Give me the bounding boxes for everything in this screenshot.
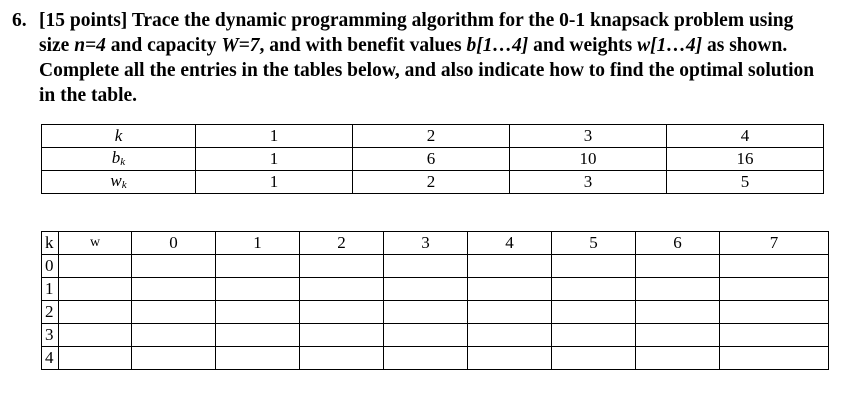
dp-cell[interactable] <box>132 278 216 301</box>
question-number: 6. <box>12 10 27 31</box>
dp-row <box>42 278 829 301</box>
dp-header-row <box>42 232 829 255</box>
params-cell: 2 <box>353 171 510 194</box>
dp-cell[interactable] <box>132 255 216 278</box>
dp-cell[interactable] <box>300 347 384 370</box>
dp-k-label: 3 <box>42 324 59 347</box>
dp-cell[interactable] <box>384 347 468 370</box>
params-row-label <box>42 125 196 148</box>
dp-cell[interactable] <box>720 255 829 278</box>
dp-cell[interactable] <box>216 255 300 278</box>
dp-cell[interactable] <box>636 255 720 278</box>
dp-cell[interactable] <box>552 324 636 347</box>
dp-cell[interactable] <box>59 278 132 301</box>
params-row-label <box>42 148 196 171</box>
params-cell: 1 <box>196 171 353 194</box>
dp-cell[interactable] <box>300 301 384 324</box>
dp-w-header: 6 <box>636 232 720 255</box>
dp-k-label: 4 <box>42 347 59 370</box>
dp-table <box>41 231 829 370</box>
question-line-1 <box>39 8 837 33</box>
dp-cell[interactable] <box>384 278 468 301</box>
dp-cell[interactable] <box>720 301 829 324</box>
dp-cell[interactable] <box>468 347 552 370</box>
dp-cell[interactable] <box>216 324 300 347</box>
params-row <box>42 125 824 148</box>
dp-cell[interactable] <box>59 301 132 324</box>
params-label-subscript: k <box>121 179 127 191</box>
dp-cell[interactable] <box>132 301 216 324</box>
dp-cell[interactable] <box>552 301 636 324</box>
dp-cell[interactable] <box>300 324 384 347</box>
params-cell: 3 <box>510 125 667 148</box>
dp-cell[interactable] <box>468 278 552 301</box>
params-cell: 4 <box>667 125 824 148</box>
q2-size-n: n=4 <box>74 35 106 56</box>
q2-text-a: size <box>39 35 75 56</box>
dp-w-header: 0 <box>132 232 216 255</box>
dp-cell[interactable] <box>384 255 468 278</box>
dp-w-header: 2 <box>300 232 384 255</box>
dp-cell[interactable] <box>384 301 468 324</box>
question-body <box>39 8 837 108</box>
dp-k-label: 2 <box>42 301 59 324</box>
params-label-text: b <box>111 148 121 167</box>
dp-cell[interactable] <box>552 278 636 301</box>
dp-row <box>42 301 829 324</box>
dp-cell[interactable] <box>720 347 829 370</box>
params-cell: 6 <box>353 148 510 171</box>
question-line-1-text: [15 points] Trace the dynamic programming algorithm for the 0-1 knapsack problem using <box>39 10 794 31</box>
dp-w-header: 5 <box>552 232 636 255</box>
dp-cell[interactable] <box>720 324 829 347</box>
params-cell: 10 <box>510 148 667 171</box>
dp-cell[interactable] <box>132 347 216 370</box>
dp-cell[interactable] <box>552 255 636 278</box>
question-line-3-text: Complete all the entries in the tables below, and also indicate how to find the optimal solution <box>39 60 815 81</box>
params-cell: 16 <box>667 148 824 171</box>
dp-cell[interactable] <box>216 347 300 370</box>
dp-cell[interactable] <box>636 301 720 324</box>
dp-cell[interactable] <box>59 255 132 278</box>
params-cell: 1 <box>196 148 353 171</box>
dp-cell[interactable] <box>636 324 720 347</box>
q2-capacity-w: W=7 <box>221 35 260 56</box>
dp-cell[interactable] <box>59 347 132 370</box>
dp-row <box>42 255 829 278</box>
dp-row <box>42 347 829 370</box>
dp-cell[interactable] <box>216 278 300 301</box>
parameters-table <box>41 124 824 194</box>
dp-w-header: 3 <box>384 232 468 255</box>
params-cell: 1 <box>196 125 353 148</box>
q2-text-i: as shown. <box>702 35 788 56</box>
q2-text-c: and capacity <box>105 35 222 56</box>
params-row-label <box>42 171 196 194</box>
params-label-text: w <box>110 171 122 190</box>
dp-cell[interactable] <box>468 324 552 347</box>
dp-cell[interactable] <box>636 278 720 301</box>
dp-row <box>42 324 829 347</box>
params-label-text: k <box>114 126 123 145</box>
params-row <box>42 148 824 171</box>
q2-weights: w[1…4] <box>637 35 703 56</box>
q2-benefits: b[1…4] <box>466 35 529 56</box>
dp-w-header: 7 <box>720 232 829 255</box>
dp-cell[interactable] <box>468 301 552 324</box>
question-line-3 <box>39 58 837 83</box>
params-cell: 2 <box>353 125 510 148</box>
dp-cell[interactable] <box>216 301 300 324</box>
params-row <box>42 171 824 194</box>
dp-k-label: 1 <box>42 278 59 301</box>
dp-w-header: 4 <box>468 232 552 255</box>
dp-cell[interactable] <box>59 324 132 347</box>
question-line-4 <box>39 83 837 108</box>
q2-text-e: , and with benefit values <box>259 35 467 56</box>
params-cell: 3 <box>510 171 667 194</box>
dp-cell[interactable] <box>132 324 216 347</box>
params-cell: 5 <box>667 171 824 194</box>
dp-corner-k: k <box>42 232 59 255</box>
dp-w-header: 1 <box>216 232 300 255</box>
dp-cell[interactable] <box>300 278 384 301</box>
params-label-subscript: k <box>120 156 126 168</box>
dp-corner-w: w <box>59 232 132 255</box>
dp-cell[interactable] <box>720 278 829 301</box>
dp-k-label: 0 <box>42 255 59 278</box>
dp-cell[interactable] <box>552 347 636 370</box>
dp-cell[interactable] <box>384 324 468 347</box>
q2-text-g: and weights <box>528 35 638 56</box>
dp-cell[interactable] <box>300 255 384 278</box>
question-line-2 <box>39 33 837 58</box>
dp-cell[interactable] <box>636 347 720 370</box>
question-line-4-text: in the table. <box>39 85 138 106</box>
dp-cell[interactable] <box>468 255 552 278</box>
